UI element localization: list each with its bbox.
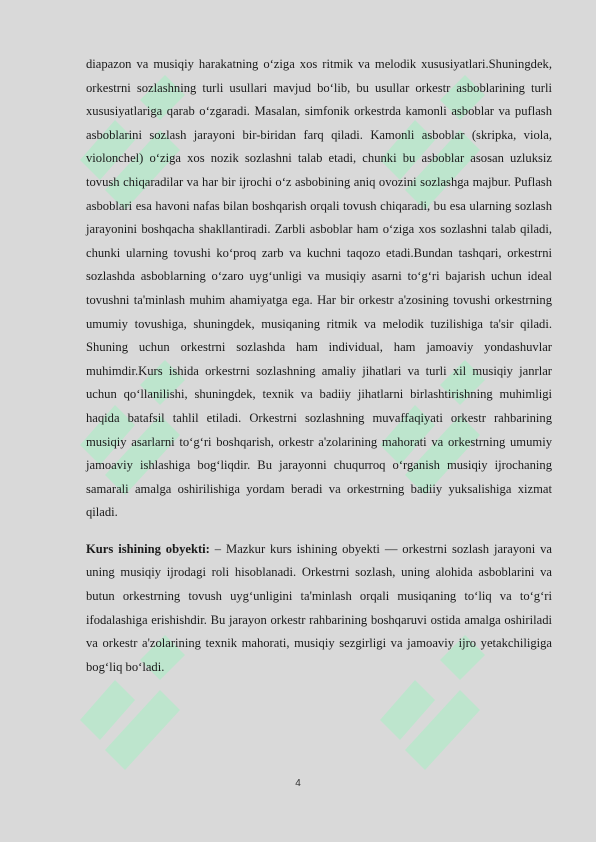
paragraph-2-text: – Mazkur kurs ishining obyekti — orkestrni sozlash jarayoni va uning musiqiy ijrodagi roli hisoblanadi. Orkestrni sozlash, uning alohida asboblarini va butun orkestrning tovush uyg‘unligini ta'minlash orqali musiqaning to‘liq va to‘g‘ri ifodalashiga erishishdir. Bu jarayon orkestr rahbarining boshqaruvi ostida amalga oshiriladi va orkestr a'zolarining texnik mahorati, musiqiy sezgirligi va jamoaviy ijro yetakchiligiga bog‘liq bo‘ladi.: [86, 541, 553, 674]
paragraph-1: diapazon va musiqiy harakatning o‘ziga xos ritmik va melodik xususiyatlari.Shuningdek, orkestrni sozlashning turli usullari mavjud bo‘lib, bu usullar orkestr asboblarining turli xususiyatlariga qarab o‘zgaradi. Masalan, simfonik orkestrda kamonli asboblar va puflash asboblarini sozlash jarayoni bir-biridan farq qiladi. Kamonli asboblar (skripka, viola, violonchel) o‘ziga xos nozik sozlashni talab etadi, chunki bu asboblar asosan uzluksiz tovush chiqaradilar va har bir ijrochi o‘z asbobining aniq ovozini sozlashga majbur. Puflash asboblari esa havoni nafas bilan boshqarish orqali tovush chiqaradi, bu esa ularning sozlash jarayonini boshqacha shakllantiradi. Zarbli asboblar ham o‘ziga xos sozlashni talab qiladi, chunki ularning tovushi ko‘proq zarb va kuchni taqozo etadi.Bundan tashqari, orkestrni sozlashda asboblarning o‘zaro uyg‘unligi va musiqiy asarni to‘g‘ri bajarish uchun ideal tovushni ta'minlash muhim ahamiyatga ega. Har bir orkestr a'zosining tovushi orkestrning umumiy tovushiga, shuningdek, musiqaning ritmik va melodik tuzilishiga ta'sir qiladi. Shuning uchun orkestrni sozlashda ham individual, ham jamoaviy yondashuvlar muhimdir.Kurs ishida orkestrni sozlashning amaliy jihatlari va turli xil musiqiy janrlar uchun qo‘llanilishi, shuningdek, texnik va badiiy jihatlarni birlashtirishning muhimligi haqida batafsil tahlil etiladi. Orkestrni sozlashning muvaffaqiyati orkestr rahbarining musiqiy asarlarni to‘g‘ri boshqarish, orkestr a'zolarining mahorati va orkestrning umumiy jamoaviy ishlashiga bog‘liqdir. Bu jarayonni chuqurroq o‘rganish musiqiy ijrochaning samarali amalga oshirilishiga yordam beradi va orkestrning badiiy yuksalishiga xizmat qiladi.: [86, 57, 552, 520]
paragraph-2: [86, 538, 552, 680]
body-text: [86, 53, 552, 679]
page-number: 4: [295, 778, 301, 789]
paragraph-2-label: Kurs ishining obyekti:: [86, 541, 210, 556]
